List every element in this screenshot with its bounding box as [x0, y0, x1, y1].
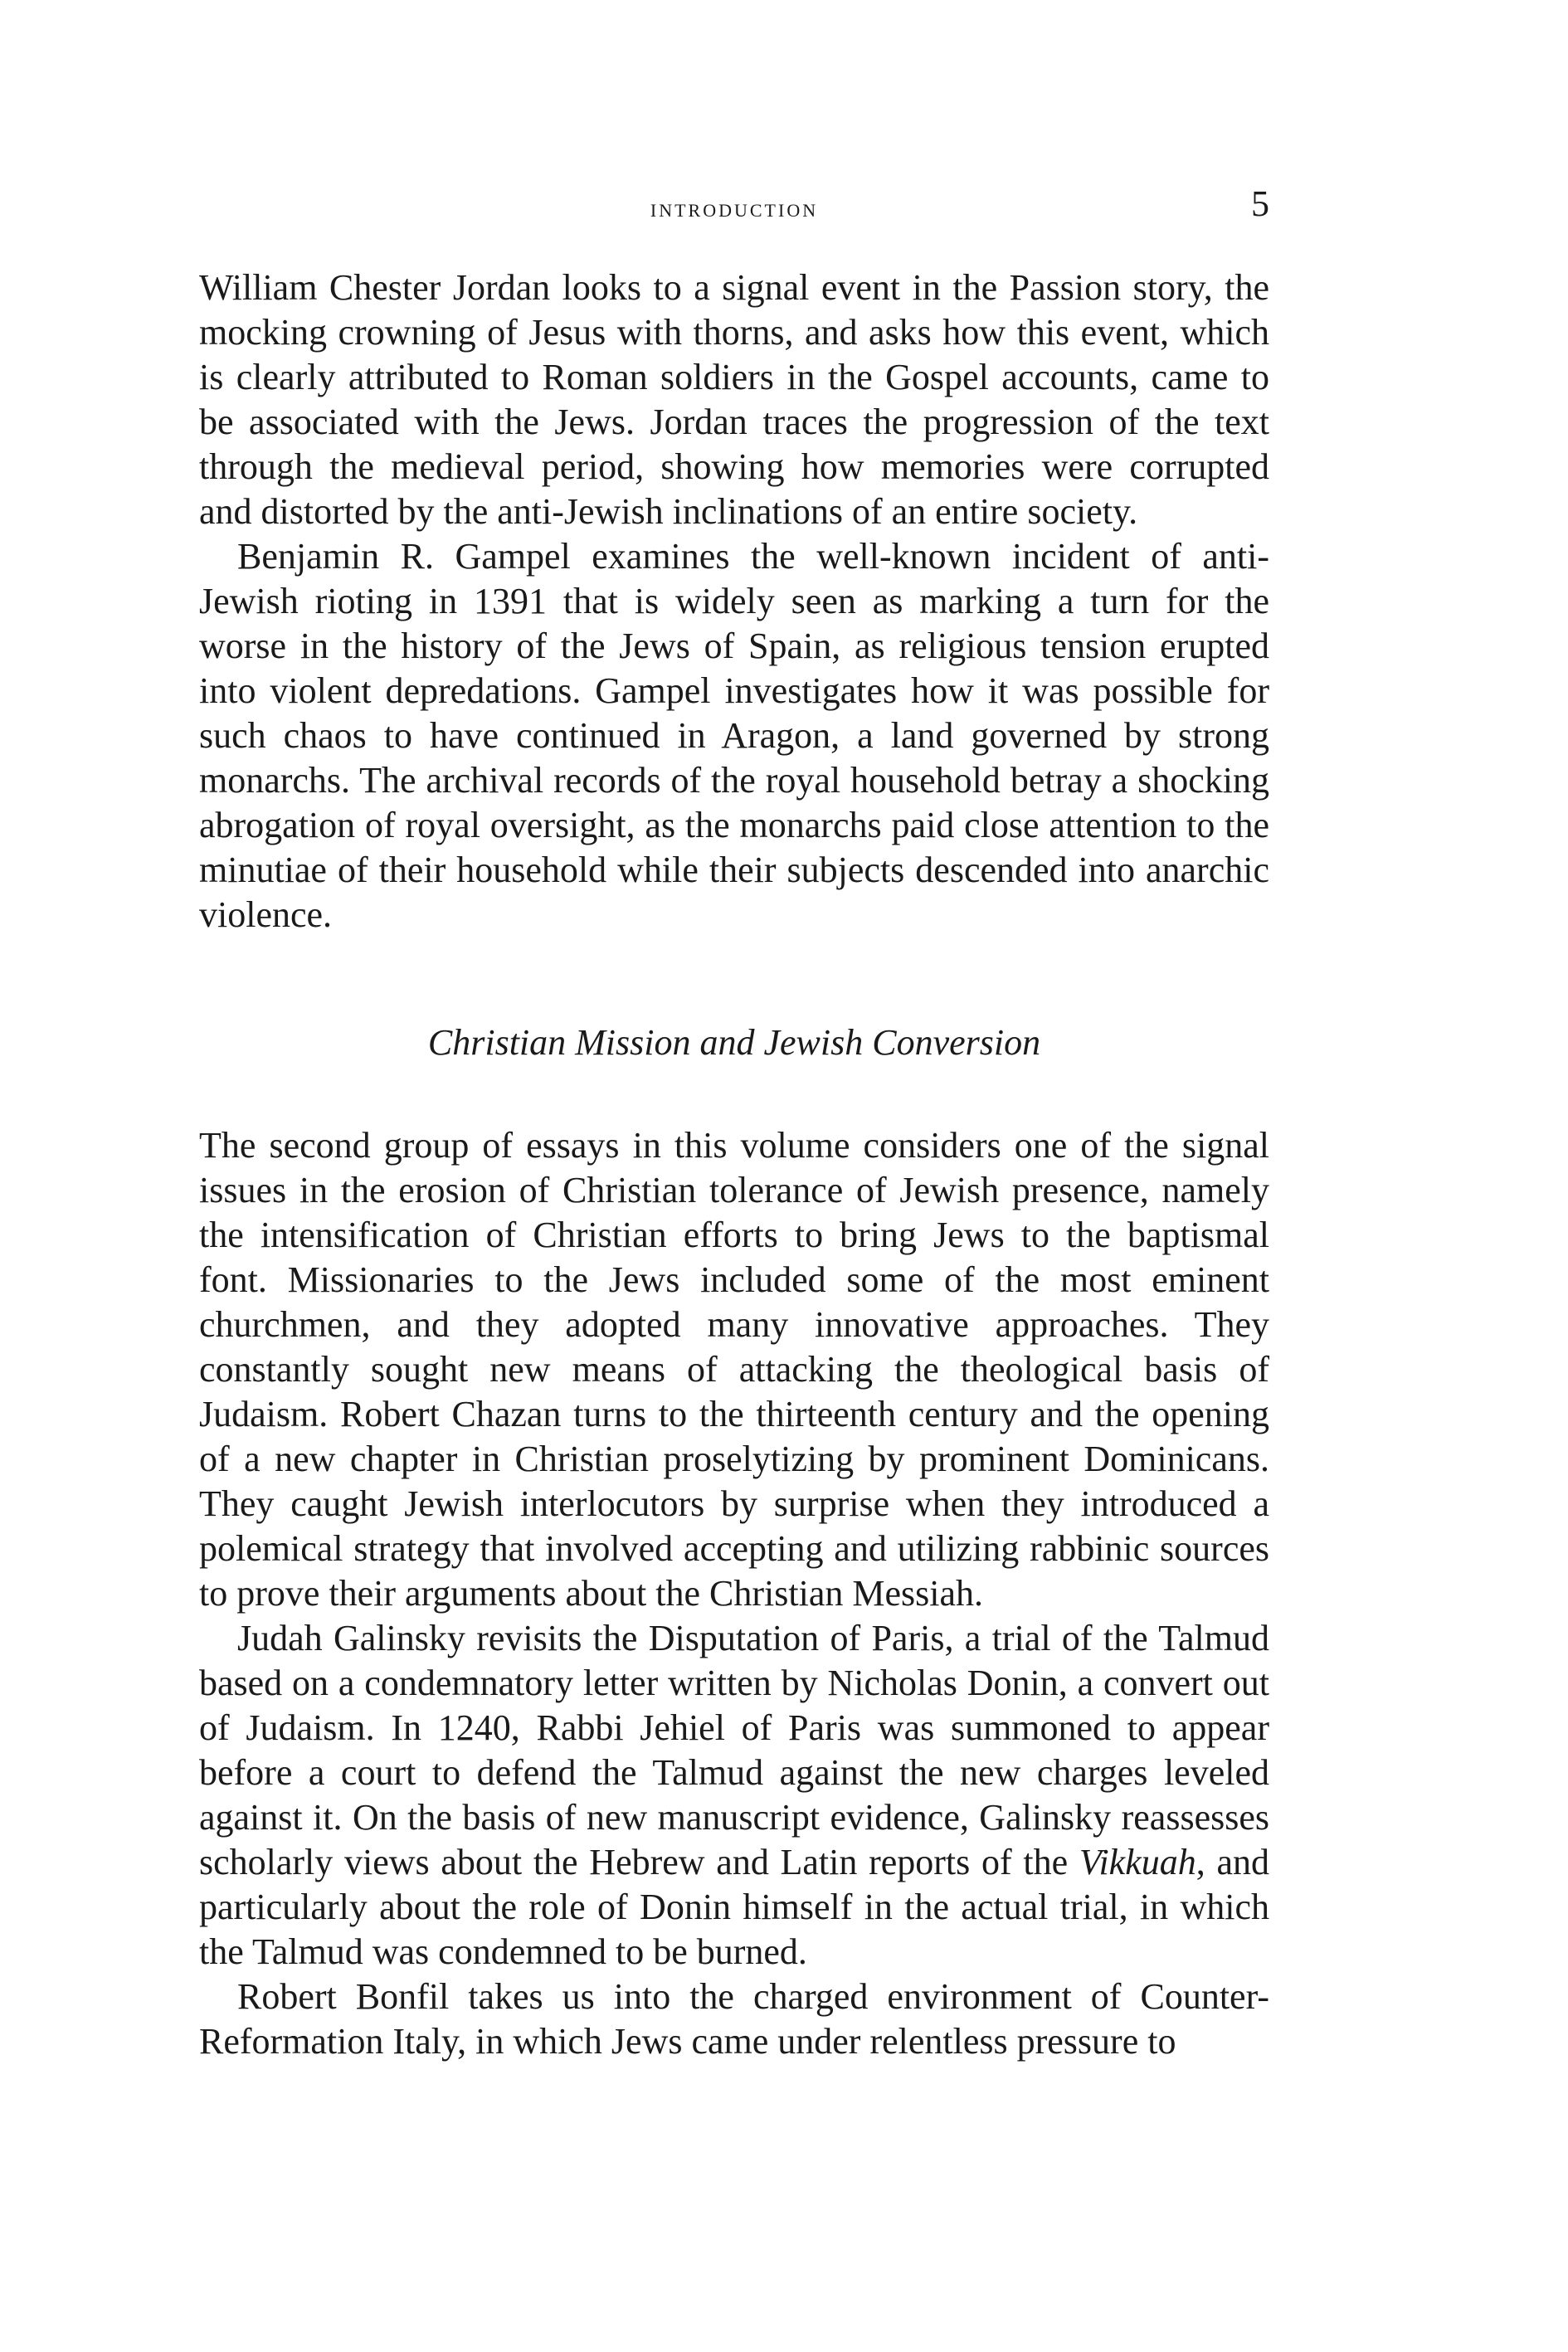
running-head	[199, 183, 1269, 232]
paragraph-galinsky	[199, 1616, 1269, 1975]
running-title: introduction	[650, 192, 819, 222]
section-heading: Christian Mission and Jewish Conversion	[427, 1022, 1041, 1063]
paragraph-jordan: William Chester Jordan looks to a signal event in the Passion story, the mocking crowning of Jesus with thorns, and asks how this event, which is clearly attributed to Roman soldiers in the Gospel accounts, came to be associated with the Jews. Jordan traces the progression of the text through the medieval period, showing how memories were corrupted and distorted by the anti-Jewish inclinations of an entire society.	[199, 267, 1269, 532]
body-text	[199, 265, 1269, 2064]
paragraph-bonfil: Robert Bonfil takes us into the charged environment of Counter-Reformation Italy, in which Jews came under relentless pressure to	[199, 1976, 1269, 2062]
paragraph-gampel: Benjamin R. Gampel examines the well-known incident of anti-Jewish rioting in 1391 that is widely seen as marking a turn for the worse in the history of the Jews of Spain, as religious tension erupted into violent depredations. Gampel investigates how it was possible for such chaos to have continued in Aragon, a land governed by strong monarchs. The archival records of the royal household betray a shocking abrogation of royal oversight, as the monarchs paid close attention to the minutiae of their household while their subjects descended into anarchic violence.	[199, 536, 1269, 935]
book-page	[199, 183, 1269, 2064]
paragraph-galinsky-text-2: , and particularly about the role of Donin himself in the actual trial, in which the Talmud was condemned to be burned.	[199, 1842, 1269, 1972]
page-number: 5	[1251, 183, 1269, 224]
paragraph-chazan: The second group of essays in this volume considers one of the signal issues in the erosion of Christian tolerance of Jewish presence, namely the intensification of Christian efforts to bring Jews to the baptismal font. Missionaries to the Jews included some of the most eminent churchmen, and they adopted many innovative approaches. They constantly sought new means of attacking the theological basis of Judaism. Robert Chazan turns to the thirteenth century and the opening of a new chapter in Christian proselytizing by prominent Dominicans. They caught Jewish interlocutors by surprise when they introduced a polemical strategy that involved accepting and utilizing rabbinic sources to prove their arguments about the Christian Messiah.	[199, 1125, 1269, 1614]
paragraph-galinsky-text-1: Judah Galinsky revisits the Disputation of Paris, a trial of the Talmud based on a condemnatory letter written by Nicholas Donin, a convert out of Judaism. In 1240, Rabbi Jehiel of Paris was summoned to appear before a court to defend the Talmud against the new charges leveled against it. On the basis of new manuscript evidence, Galinsky reassesses scholarly views about the Hebrew and Latin reports of the	[199, 1618, 1269, 1882]
vikkuah-italic: Vikkuah	[1079, 1842, 1196, 1882]
